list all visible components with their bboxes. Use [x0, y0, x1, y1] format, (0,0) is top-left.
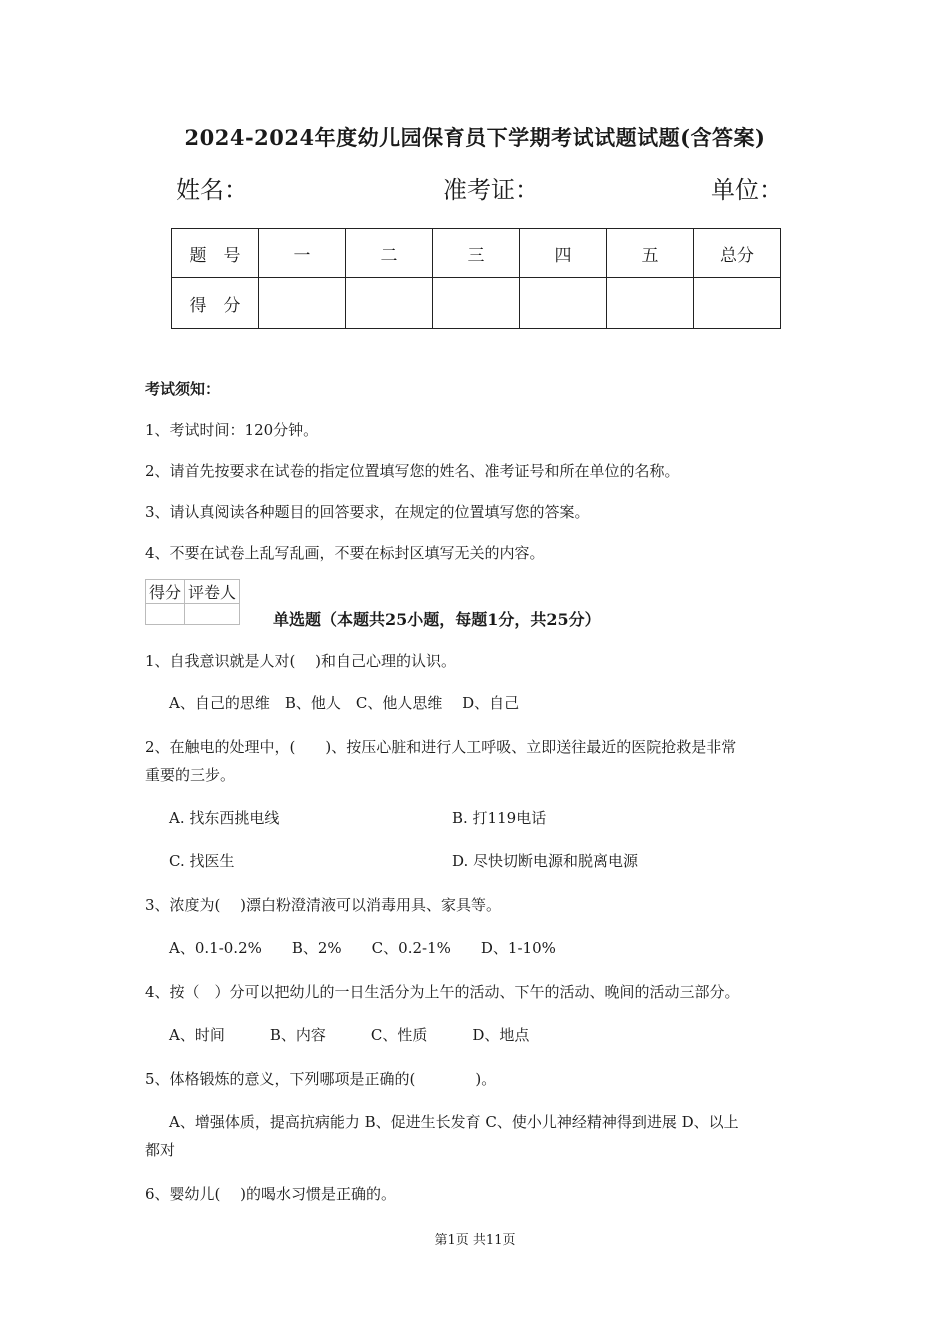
score-input-cell[interactable] [346, 278, 433, 329]
page-footer: 第1页 共11页 [434, 1233, 516, 1248]
question-option: A. 找东西挑电线 [169, 809, 280, 827]
section-title: 单选题（本题共25小题，每题1分，共25分） [273, 610, 601, 629]
question-options: A、时间 B、内容 C、性质 D、地点 [169, 1026, 530, 1044]
score-table-header-cell: 二 [346, 229, 433, 278]
unit-label: 单位： [711, 176, 783, 204]
question-stem: 4、按（ ）分可以把幼儿的一日生活分为上午的活动、下午的活动、晚间的活动三部分。 [145, 983, 740, 1001]
question-options: A、自己的思维 B、他人 C、他人思维 D、自己 [169, 694, 520, 712]
score-table-header-cell: 三 [433, 229, 520, 278]
question-stem: 3、浓度为( )漂白粉澄清液可以消毒用具、家具等。 [145, 896, 502, 914]
score-table-header-cell: 四 [520, 229, 607, 278]
question-stem: 1、自我意识就是人对( )和自己心理的认识。 [145, 652, 457, 670]
question-stem: 重要的三步。 [145, 766, 236, 784]
grader-box-grader-cell[interactable] [185, 604, 240, 625]
question-stem: 2、在触电的处理中，( )、按压心脏和进行人工呼吸、立即送往最近的医院抢救是非常 [145, 738, 737, 756]
question-options: A、增强体质，提高抗病能力 B、促进生长发育 C、使小儿神经精神得到进展 D、以上 [169, 1113, 739, 1131]
notice-item: 4、不要在试卷上乱写乱画，不要在标封区填写无关的内容。 [145, 544, 545, 562]
question-option: D. 尽快切断电源和脱离电源 [452, 852, 639, 870]
grader-box-grader-label: 评卷人 [185, 580, 240, 604]
page-title: 2024-2024年度幼儿园保育员下学期考试试题试题(含答案) [184, 125, 766, 150]
score-table-header-cell: 总分 [694, 229, 781, 278]
notice-item: 2、请首先按要求在试卷的指定位置填写您的姓名、准考证号和所在单位的名称。 [145, 462, 680, 480]
score-table-row-label: 得 分 [172, 278, 259, 329]
score-table-header-cell: 题 号 [172, 229, 259, 278]
name-label: 姓名： [176, 176, 248, 204]
question-option: B. 打119电话 [452, 809, 547, 827]
score-table-header-cell: 一 [259, 229, 346, 278]
notice-item: 3、请认真阅读各种题目的回答要求，在规定的位置填写您的答案。 [145, 503, 590, 521]
notice-heading: 考试须知： [145, 380, 221, 398]
grader-box-score-cell[interactable] [146, 604, 185, 625]
exam-id-label: 准考证： [443, 176, 539, 204]
notice-item: 1、考试时间：120分钟。 [145, 421, 319, 439]
score-input-cell[interactable] [694, 278, 781, 329]
grader-box [145, 579, 240, 625]
question-options: 都对 [145, 1141, 176, 1159]
question-stem: 6、婴幼儿( )的喝水习惯是正确的。 [145, 1185, 397, 1203]
score-table [171, 228, 781, 329]
question-option: C. 找医生 [169, 852, 235, 870]
score-input-cell[interactable] [607, 278, 694, 329]
question-stem: 5、体格锻炼的意义，下列哪项是正确的( )。 [145, 1070, 497, 1088]
question-options: A、0.1-0.2% B、2% C、0.2-1% D、1-10% [169, 939, 556, 957]
score-table-header-cell: 五 [607, 229, 694, 278]
grader-box-score-label: 得分 [146, 580, 185, 604]
score-input-cell[interactable] [520, 278, 607, 329]
score-input-cell[interactable] [259, 278, 346, 329]
score-input-cell[interactable] [433, 278, 520, 329]
